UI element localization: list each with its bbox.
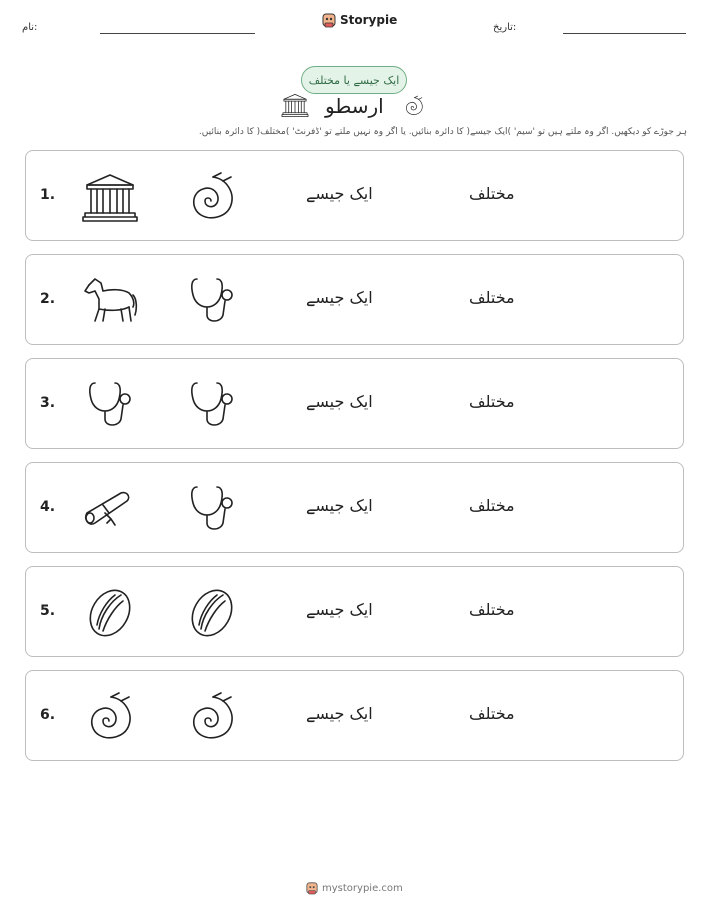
stethoscope-icon <box>183 379 241 431</box>
stethoscope-icon <box>183 275 241 327</box>
question-number: 2. <box>40 291 56 307</box>
option-same[interactable]: ایک جیسے <box>306 496 373 515</box>
storypie-mascot-icon <box>322 12 336 28</box>
option-same[interactable]: ایک جیسے <box>306 184 373 203</box>
question-row-5 <box>25 566 684 657</box>
footer-site[interactable]: mystorypie.com <box>322 882 403 894</box>
temple-icon <box>281 92 309 118</box>
horse-icon <box>81 275 139 327</box>
footer <box>306 881 403 895</box>
storypie-mascot-icon <box>306 881 318 895</box>
scroll-icon <box>81 483 139 535</box>
question-number: 5. <box>40 603 56 619</box>
question-number: 6. <box>40 707 56 723</box>
date-line[interactable] <box>563 33 686 34</box>
question-number: 1. <box>40 187 56 203</box>
almond-seed-icon <box>81 587 139 639</box>
stethoscope-icon <box>81 379 139 431</box>
option-different[interactable]: مختلف <box>469 600 515 619</box>
snail-shell-icon <box>183 691 241 743</box>
option-different[interactable]: مختلف <box>469 496 515 515</box>
question-row-2 <box>25 254 684 345</box>
option-same[interactable]: ایک جیسے <box>306 704 373 723</box>
brand-logo <box>322 12 397 28</box>
temple-icon <box>81 171 139 223</box>
name-label: نام: <box>22 22 38 33</box>
page-title: ارسطو <box>325 94 384 118</box>
name-line[interactable] <box>100 33 255 34</box>
question-row-4 <box>25 462 684 553</box>
brand-name: Storypie <box>340 13 398 27</box>
stethoscope-icon <box>183 483 241 535</box>
option-same[interactable]: ایک جیسے <box>306 600 373 619</box>
title-row <box>0 92 709 122</box>
question-row-6 <box>25 670 684 761</box>
snail-shell-icon <box>81 691 139 743</box>
option-different[interactable]: مختلف <box>469 392 515 411</box>
topic-pill: ایک جیسے یا مختلف <box>301 66 407 94</box>
instructions: ہر جوڑے کو دیکھیں. اگر وہ ملتے ہیں تو 'سیم' )ایک جیسے( کا دائرہ بنائیں. یا اگر وہ نہیں ملتے تو 'ڈفرنٹ' )مختلف( کا دائرہ بنائیں. <box>198 127 687 137</box>
option-different[interactable]: مختلف <box>469 288 515 307</box>
almond-seed-icon <box>183 587 241 639</box>
option-same[interactable]: ایک جیسے <box>306 392 373 411</box>
question-row-3 <box>25 358 684 449</box>
snail-shell-icon <box>183 171 241 223</box>
option-different[interactable]: مختلف <box>469 184 515 203</box>
snail-shell-icon <box>402 94 426 118</box>
question-row-1 <box>25 150 684 241</box>
option-different[interactable]: مختلف <box>469 704 515 723</box>
date-label: تاریخ: <box>493 22 517 33</box>
question-number: 3. <box>40 395 56 411</box>
question-number: 4. <box>40 499 56 515</box>
option-same[interactable]: ایک جیسے <box>306 288 373 307</box>
